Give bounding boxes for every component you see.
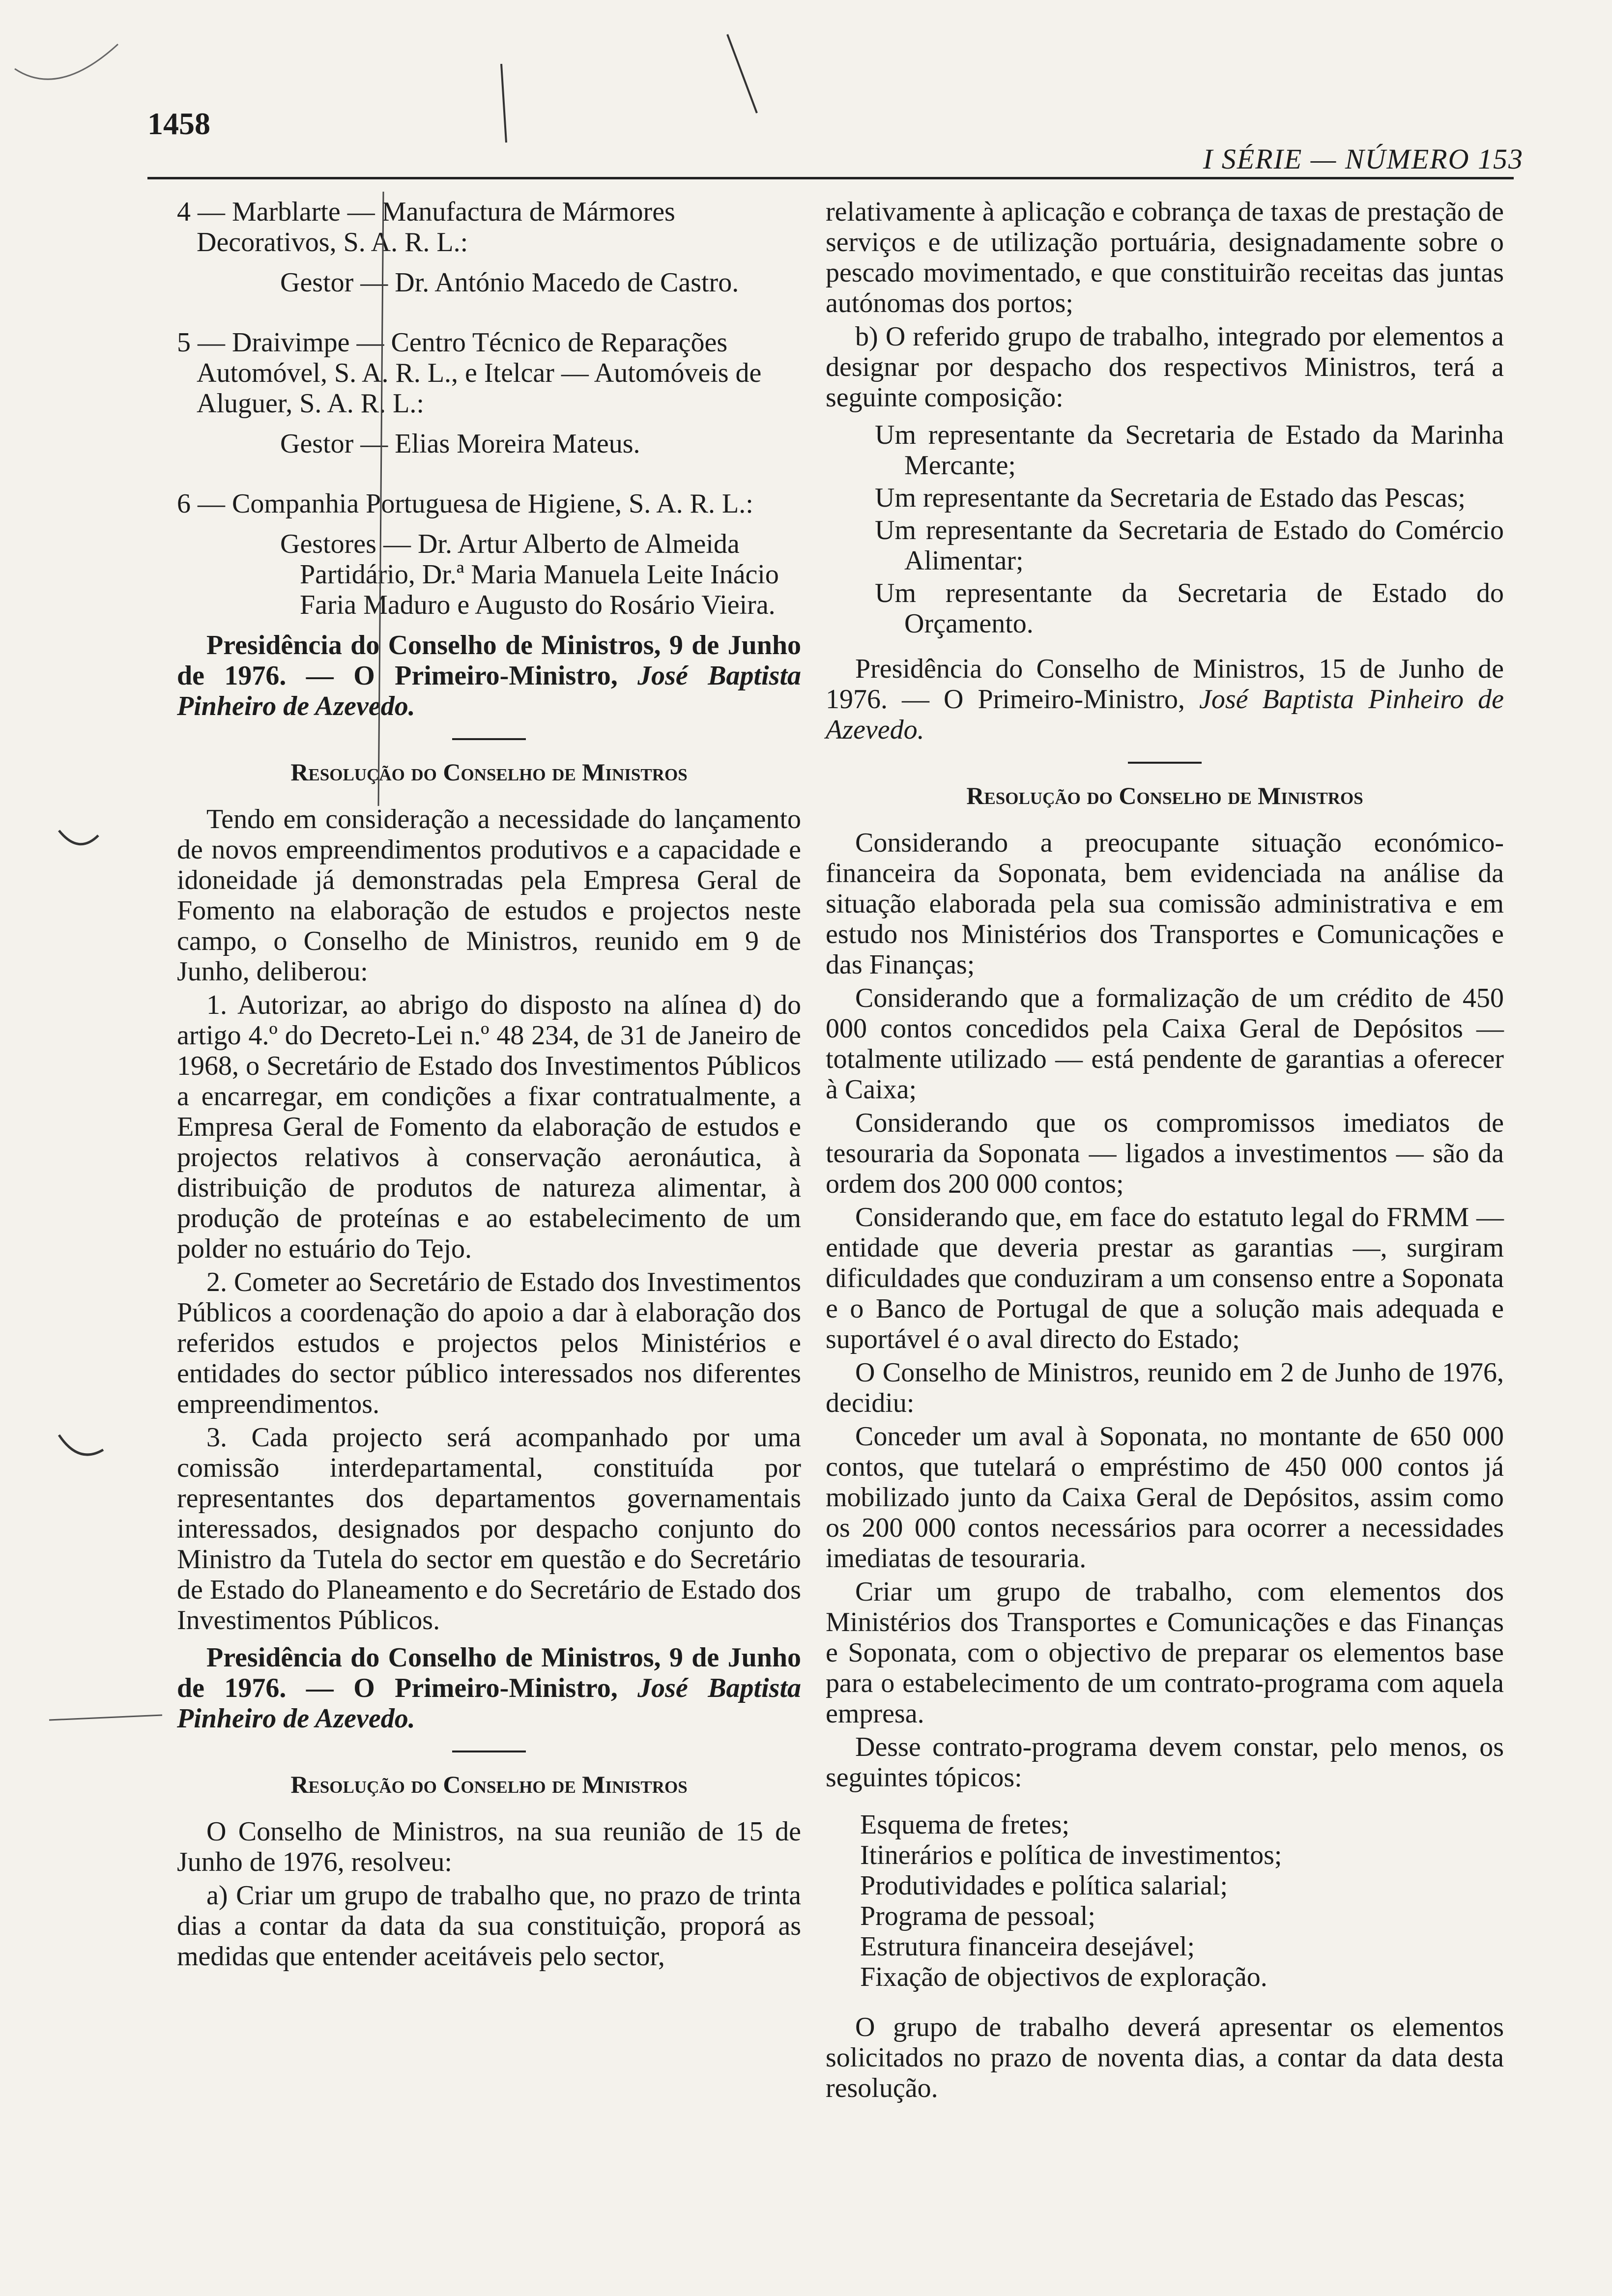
body-paragraph: b) O referido grupo de trabalho, integrado por elementos a designar por despacho dos respectivos Ministros, terá a seguinte composição: — [826, 321, 1504, 413]
signature-paragraph: Presidência do Conselho de Ministros, 15 de Junho de 1976. — O Primeiro-Ministro, José Baptista Pinheiro de Azevedo. — [826, 654, 1504, 745]
company-gestor: Gestor — Dr. António Macedo de Castro. — [280, 267, 739, 298]
member-item: Um representante da Secretaria de Estado da Marinha Mercante; — [875, 420, 1504, 481]
body-paragraph: a) Criar um grupo de trabalho que, no prazo de trinta dias a contar da data da sua constituição, proporá as medidas que entender aceitáveis pelo sector, — [177, 1880, 801, 1972]
body-paragraph: Criar um grupo de trabalho, com elementos dos Ministérios dos Transportes e Comunicações e das Finanças e Soponata, com o objectivo de preparar os elementos base para o estabelecimento de um contrato-programa com aquela empresa. — [826, 1577, 1504, 1729]
company-gestor: Gestores — Dr. Artur Alberto de Almeida Partidário, Dr.ª Maria Manuela Leite Inácio Faria Maduro e Augusto do Rosário Vieira. — [280, 529, 779, 620]
body-paragraph: 3. Cada projecto será acompanhado por uma comissão interdepartamental, constituída por representantes dos departamentos governamentais interessados, designados por despacho conjunto do Ministro da Tutela do sector em questão e do Secretário de Estado do Planeamento e do Secretário de Estado dos Investimentos Públicos. — [177, 1422, 801, 1636]
topic-item: Estrutura financeira desejável; — [860, 1931, 1195, 1962]
body-paragraph: 1. Autorizar, ao abrigo do disposto na alínea d) do artigo 4.º do Decreto-Lei n.º 48 234, de 31 de Janeiro de 1968, o Secretário de Estado dos Investimentos Públicos a encarregar, em condições a fixar contratualmente, a Empresa Geral de Fomento da elaboração de estudos e projectos relativos à conservação aeronáutica, à distribuição de produtos de natureza alimentar, à produção de proteínas e ao estabelecimento de um polder no estuário do Tejo. — [177, 990, 801, 1264]
body-paragraph: O Conselho de Ministros, na sua reunião de 15 de Junho de 1976, resolveu: — [177, 1816, 801, 1877]
topic-item: Programa de pessoal; — [860, 1901, 1095, 1931]
company-name: 6 — Companhia Portuguesa de Higiene, S. A. R. L.: — [177, 488, 753, 519]
body-paragraph: Considerando que os compromissos imediatos de tesouraria da Soponata — ligados a investimentos — são da ordem dos 200 000 contos; — [826, 1108, 1504, 1199]
signature-paragraph: Presidência do Conselho de Ministros, 9 de Junho de 1976. — O Primeiro-Ministro, José Baptista Pinheiro de Azevedo. — [177, 1642, 802, 1734]
member-item: Um representante da Secretaria de Estado do Comércio Alimentar; — [875, 515, 1504, 576]
resolution-title: Resolução do Conselho de Ministros — [966, 782, 1363, 809]
topic-item: Itinerários e política de investimentos; — [860, 1840, 1282, 1870]
body-paragraph: Considerando que, em face do estatuto legal do FRMM — entidade que deveria prestar as garantias —, surgiram dificuldades que conduziram a um consenso entre a Soponata e o Banco de Portugal de que a solução mais adequada e suportável é o aval directo do Estado; — [826, 1202, 1504, 1354]
body-paragraph: relativamente à aplicação e cobrança de taxas de prestação de serviços e de utilização portuária, designadamente sobre o pescado movimentado, e que constituirão receitas das juntas autónomas dos portos; — [826, 197, 1504, 318]
body-paragraph: Considerando a preocupante situação económico-financeira da Soponata, bem evidenciada na análise da situação elaborada pela sua comissão administrativa e em estudo nos Ministérios dos Transportes e Comunicações e das Finanças; — [826, 828, 1504, 980]
body-paragraph: O Conselho de Ministros, reunido em 2 de Junho de 1976, decidiu: — [826, 1357, 1504, 1418]
body-paragraph: Conceder um aval à Soponata, no montante de 650 000 contos, que tutelará o empréstimo de 450 000 contos já mobilizado junto da Caixa Geral de Depósitos, assim como os 200 000 contos necessários para ocorrer a necessidades imediatas de tesouraria. — [826, 1421, 1504, 1574]
topic-item: Esquema de fretes; — [860, 1809, 1070, 1840]
member-item: Um representante da Secretaria de Estado das Pescas; — [875, 483, 1466, 513]
body-paragraph: Desse contrato-programa devem constar, pelo menos, os seguintes tópicos: — [826, 1732, 1504, 1793]
resolution-title: Resolução do Conselho de Ministros — [290, 1771, 688, 1798]
company-name: 5 — Draivimpe — Centro Técnico de Reparações Automóvel, S. A. R. L., e Itelcar — Automóveis de Aluguer, S. A. R. L.: — [177, 327, 762, 419]
body-paragraph: 2. Cometer ao Secretário de Estado dos Investimentos Públicos a coordenação do apoio a dar à elaboração dos referidos estudos e projectos pelos Ministérios e entidades do sector público interessados nos diferentes empreendimentos. — [177, 1267, 801, 1419]
signature-paragraph: Presidência do Conselho de Ministros, 9 de Junho de 1976. — O Primeiro-Ministro, José Baptista Pinheiro de Azevedo. — [177, 630, 802, 721]
member-item: Um representante da Secretaria de Estado do Orçamento. — [875, 578, 1504, 639]
page-number: 1458 — [147, 106, 210, 141]
resolution-title: Resolução do Conselho de Ministros — [290, 758, 688, 786]
body-paragraph: Tendo em consideração a necessidade do lançamento de novos empreendimentos produtivos e a capacidade e idoneidade já demonstradas pela Empresa Geral de Fomento na elaboração de estudos e projectos neste campo, o Conselho de Ministros, reunido em 9 de Junho, deliberou: — [177, 804, 801, 987]
company-gestor: Gestor — Elias Moreira Mateus. — [280, 429, 640, 459]
topic-item: Fixação de objectivos de exploração. — [860, 1962, 1267, 1992]
topic-item: Produtividades e política salarial; — [860, 1870, 1228, 1901]
body-paragraph: O grupo de trabalho deverá apresentar os elementos solicitados no prazo de noventa dias, a contar da data desta resolução. — [826, 2012, 1504, 2103]
body-paragraph: Considerando que a formalização de um crédito de 450 000 contos concedidos pela Caixa Geral de Depósitos — totalmente utilizado — está pendente de garantias a oferecer à Caixa; — [826, 983, 1504, 1105]
series-header: I SÉRIE — NÚMERO 153 — [1203, 143, 1524, 175]
company-name: 4 — Marblarte — Manufactura de Mármores Decorativos, S. A. R. L.: — [177, 197, 675, 258]
